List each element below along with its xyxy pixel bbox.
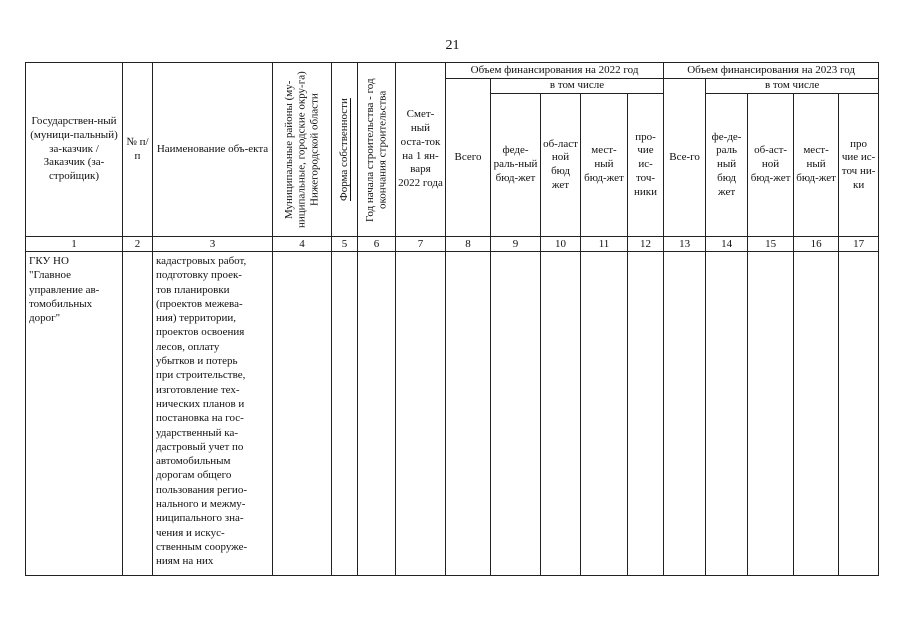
- header-total-2022: Всего: [446, 79, 491, 237]
- header-other-2022: про-чие ис-точ-ники: [628, 94, 664, 237]
- object-line: ударственный ка-: [156, 426, 239, 439]
- header-total-2023: Все-го: [664, 79, 706, 237]
- header-regional-2023: об-аст-ной бюд-жет: [748, 94, 794, 237]
- object-line: чения и искус-: [156, 526, 225, 539]
- row-federal-2022-cell: [491, 252, 541, 576]
- header-customer: Государствен-ный (муници-пальный) за-казчик / Заказчик (за-стройщик): [26, 63, 123, 237]
- object-line: подготовку проек-: [156, 269, 242, 282]
- object-line: изготовление тех-: [156, 383, 240, 396]
- row-years-cell: [358, 252, 396, 576]
- table-row: [26, 252, 879, 576]
- row-ownership-cell: [332, 252, 358, 576]
- row-regional-2022-cell: [541, 252, 581, 576]
- row-object-name: [156, 254, 269, 569]
- header-years-text: Год начала строительства - год окончания строительства: [363, 77, 389, 222]
- row-other-2022-cell: [628, 252, 664, 576]
- header-other-2023: про чие ис-точ ни-ки: [839, 94, 879, 237]
- object-line: ниям на них: [156, 555, 214, 568]
- column-number: 4: [273, 237, 332, 252]
- object-line: пользования регио-: [156, 483, 247, 496]
- row-other-2023-cell: [839, 252, 879, 576]
- column-number: 17: [839, 237, 879, 252]
- object-line: проектов освоения: [156, 326, 245, 339]
- object-line: дастровый учет по: [156, 440, 244, 453]
- row-number-cell: [123, 252, 153, 576]
- object-line: лесов, оплату: [156, 340, 220, 353]
- column-number: 5: [332, 237, 358, 252]
- header-federal-2023: фе-де-раль ный бюд жет: [706, 94, 748, 237]
- object-line: постановка на гос-: [156, 412, 244, 425]
- row-local-2022-cell: [581, 252, 628, 576]
- header-districts: [273, 63, 332, 237]
- header-ownership: [332, 63, 358, 237]
- object-line: ния) территории,: [156, 312, 237, 325]
- header-local-2023: мест-ный бюд-жет: [794, 94, 839, 237]
- object-line: нального и межму-: [156, 498, 246, 511]
- header-including-2023: в том числе: [706, 79, 879, 94]
- column-number: 6: [358, 237, 396, 252]
- column-number: 1: [26, 237, 123, 252]
- column-number-row: [26, 237, 879, 252]
- object-line: ниципального зна-: [156, 512, 244, 525]
- header-funding-2022: Объем финансирования на 2022 год: [446, 63, 664, 79]
- row-object-cell: [153, 252, 273, 576]
- object-line: кадастровых работ,: [156, 255, 247, 267]
- row-remainder-cell: [396, 252, 446, 576]
- column-number: 15: [748, 237, 794, 252]
- financing-table: [25, 62, 879, 576]
- object-line: дорогам общего: [156, 469, 232, 482]
- object-line: убытков и потерь: [156, 355, 238, 368]
- header-districts-text: Муниципальные районы (му-ниципальные, городские окру-га) Нижегородской области: [283, 71, 321, 228]
- column-number: 13: [664, 237, 706, 252]
- column-number: 7: [396, 237, 446, 252]
- column-number: 16: [794, 237, 839, 252]
- header-federal-2022: феде-раль-ный бюд-жет: [491, 94, 541, 237]
- row-customer: ГКУ НО "Главное управление ав- томобильных дорог": [29, 255, 100, 325]
- row-customer-cell: [26, 252, 123, 576]
- header-number: № п/п: [123, 63, 153, 237]
- header-local-2022: мест-ный бюд-жет: [581, 94, 628, 237]
- column-number: 11: [581, 237, 628, 252]
- object-line: при строительстве,: [156, 369, 246, 382]
- header-years: [358, 63, 396, 237]
- object-line: нических планов и: [156, 397, 245, 410]
- header-ownership-text: Форма собственности: [338, 98, 351, 201]
- object-line: автомобильным: [156, 455, 231, 468]
- header-regional-2022: об-ласт ной бюд жет: [541, 94, 581, 237]
- column-number: 9: [491, 237, 541, 252]
- header-including-2022: в том числе: [491, 79, 664, 94]
- header-remainder: Смет-ный оста-ток на 1 ян-варя 2022 года: [396, 63, 446, 237]
- column-number: 10: [541, 237, 581, 252]
- object-line: (проектов межева-: [156, 297, 243, 310]
- row-districts-cell: [273, 252, 332, 576]
- row-federal-2023-cell: [706, 252, 748, 576]
- column-number: 2: [123, 237, 153, 252]
- header-object-name: Наименование объ-екта: [153, 63, 273, 237]
- page-number: 21: [445, 38, 460, 53]
- row-local-2023-cell: [794, 252, 839, 576]
- column-number: 3: [153, 237, 273, 252]
- object-line: ственным сооруже-: [156, 540, 248, 553]
- column-number: 14: [706, 237, 748, 252]
- column-number: 12: [628, 237, 664, 252]
- column-number: 8: [446, 237, 491, 252]
- header-funding-2023: Объем финансирования на 2023 год: [664, 63, 879, 79]
- row-total-2023-cell: [664, 252, 706, 576]
- object-line: тов планировки: [156, 283, 230, 296]
- row-total-2022-cell: [446, 252, 491, 576]
- row-regional-2023-cell: [748, 252, 794, 576]
